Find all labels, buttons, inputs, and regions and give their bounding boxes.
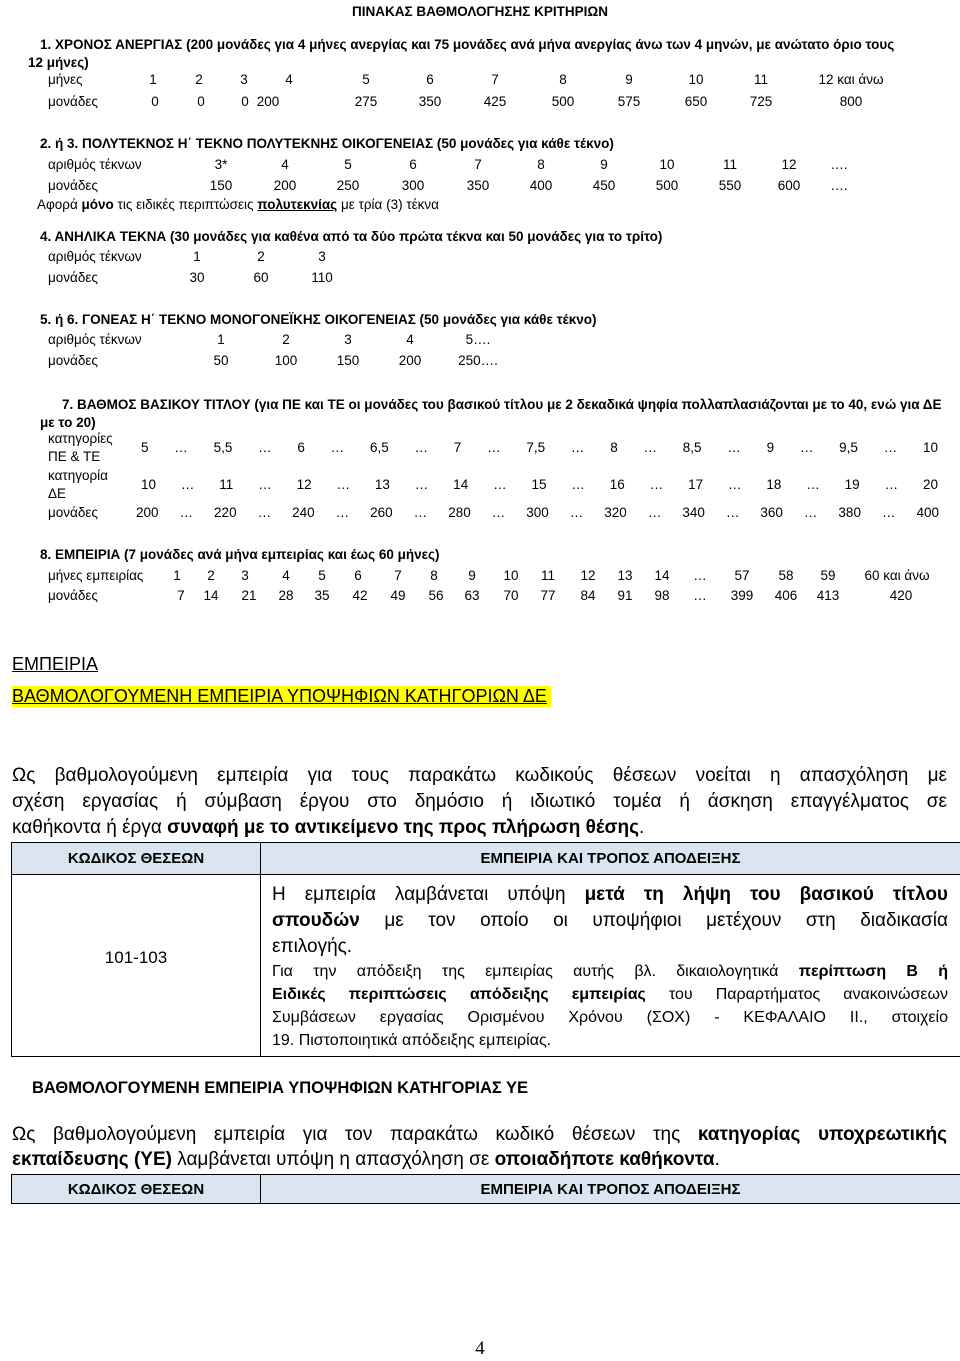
table-cell: 200	[273, 178, 297, 193]
table-cell: 8	[537, 157, 545, 172]
table-cell: 3*	[214, 157, 228, 172]
table-cell: 110	[311, 270, 333, 285]
table-cell: 200	[256, 94, 280, 109]
s7-de-row: 10 … 11 … 12 … 13 … 14 … 15 … 16 … 17 … 18 … 19 … 20	[141, 477, 938, 492]
table-cell: 650	[684, 94, 708, 109]
table-cell: 500	[655, 178, 679, 193]
ye-table-header-experience: ΕΜΠΕΙΡΙΑ ΚΑΙ ΤΡΟΠΟΣ ΑΠΟΔΕΙΞΗΣ	[260, 1174, 960, 1204]
table-cell: 0	[151, 94, 159, 109]
table-cell: 9	[625, 72, 633, 87]
table-cell: 77	[540, 588, 556, 603]
table-cell: 57	[734, 568, 750, 583]
table-cell: 49	[390, 588, 406, 603]
s7-points-row: 200 … 220 … 240 … 260 … 280 … 300 … 320 … 340 … 360 … 380 … 400	[136, 505, 939, 520]
table-cell: 413	[816, 588, 840, 603]
cell-p2-line1: Για την απόδειξη της εμπειρίας αυτής βλ. δικαιολογητικά περίπτωση Β ή	[272, 963, 949, 980]
cell-line1: Η εμπειρία λαμβάνεται υπόψη μετά τη λήψη του βασικού τίτλου	[272, 884, 948, 905]
table-cell: 0	[241, 94, 249, 109]
table-cell: 28	[278, 588, 294, 603]
table-cell: 58	[778, 568, 794, 583]
table-cell: 4	[285, 72, 293, 87]
table-cell: 200	[398, 353, 422, 368]
table-cell: …	[693, 568, 707, 583]
table-cell: 1	[149, 72, 157, 87]
table-cell: 250….	[458, 353, 498, 368]
s8-heading: 8. ΕΜΠΕΙΡΙΑ (7 μονάδες ανά μήνα εμπειρίας και έως 60 μήνες)	[40, 547, 440, 562]
table-cell: 2	[195, 72, 203, 87]
s7-pe-te-row: 5 … 5,5 … 6 … 6,5 … 7 … 7,5 … 8 … 8,5 … 9 … 9,5 … 10	[141, 440, 938, 455]
table-cell: 56	[428, 588, 444, 603]
table-cell: 350	[466, 178, 490, 193]
table-cell: 10	[659, 157, 675, 172]
cell-line2: σπουδών με τον οποίο οι υποψήφιοι μετέχουν στη διαδικασία	[272, 910, 948, 931]
experience-subtitle: ΒΑΘΜΟΛΟΓΟΥΜΕΝΗ ΕΜΠΕΙΡΙΑ ΥΠΟΨΗΦΙΩΝ ΚΑΤΗΓΟΡΙΩΝ ΔΕ	[12, 686, 551, 707]
table-cell: 35	[314, 588, 330, 603]
table-cell: 12	[781, 157, 797, 172]
table-cell: 399	[730, 588, 754, 603]
table-cell: ….	[830, 157, 848, 172]
table-cell: 5	[344, 157, 352, 172]
table-cell: ….	[830, 178, 848, 193]
table-cell: 9	[468, 568, 476, 583]
table-cell: 7	[394, 568, 402, 583]
table-cell: 42	[352, 588, 368, 603]
s5-row2-label: μονάδες	[48, 353, 98, 368]
ye-para-line2: εκπαίδευσης (ΥΕ) λαμβάνεται υπόψη η απασχόληση σε οποιαδήποτε καθήκοντα.	[12, 1149, 720, 1170]
table-cell: 575	[617, 94, 641, 109]
table-cell: 100	[274, 353, 298, 368]
table-cell: 500	[551, 94, 575, 109]
table-cell: 4	[406, 332, 414, 347]
table-cell: 150	[336, 353, 360, 368]
table-cell: 14	[203, 588, 219, 603]
s2-row1-label: αριθμός τέκνων	[48, 157, 142, 172]
table-cell: 550	[718, 178, 742, 193]
table-cell: 84	[580, 588, 596, 603]
s8-row2-label: μονάδες	[48, 588, 98, 603]
table-cell: 11	[540, 568, 555, 583]
table-cell: 4	[282, 568, 290, 583]
table-cell: 60	[253, 270, 269, 285]
table-cell: 0	[197, 94, 205, 109]
s1-row1-label: μήνες	[48, 72, 83, 87]
table-cell: 5	[362, 72, 370, 87]
table-cell: 6	[409, 157, 417, 172]
experience-para-line1: Ως βαθμολογούμενη εμπειρία για τους παρακάτω κωδικούς θέσεων νοείται η απασχόληση με	[12, 765, 947, 786]
s4-heading: 4. ΑΝΗΛΙΚΑ ΤΕΚΝΑ (30 μονάδες για καθένα από τα δύο πρώτα τέκνα και 50 μονάδες για το τρίτο)	[40, 229, 663, 244]
table-cell: 59	[820, 568, 836, 583]
s7-row2-label-b: ΔΕ	[48, 486, 67, 501]
table-cell: 6	[426, 72, 434, 87]
s5-row1-label: αριθμός τέκνων	[48, 332, 142, 347]
table-cell: 12 και άνω	[818, 72, 884, 87]
table-cell: 406	[774, 588, 798, 603]
table-cell: 3	[344, 332, 352, 347]
s7-heading-line2: με το 20)	[40, 415, 96, 430]
table-cell: 425	[483, 94, 507, 109]
table-cell: 350	[418, 94, 442, 109]
table-cell: 91	[617, 588, 633, 603]
s2-heading: 2. ή 3. ΠΟΛΥΤΕΚΝΟΣ Η΄ ΤΕΚΝΟ ΠΟΛΥΤΕΚΝΗΣ ΟΙΚΟΓΕΝΕΙΑΣ (50 μονάδες για κάθε τέκνο)	[40, 136, 614, 151]
table-cell: 4	[281, 157, 289, 172]
table-cell: 8	[559, 72, 567, 87]
table-cell: 420	[889, 588, 913, 603]
table-cell: 8	[430, 568, 438, 583]
s4-row2-label: μονάδες	[48, 270, 98, 285]
table-cell: 50	[213, 353, 229, 368]
s2-row2-label: μονάδες	[48, 178, 98, 193]
table-cell: 11	[753, 72, 768, 87]
table-cell: 400	[529, 178, 553, 193]
table-cell: 300	[401, 178, 425, 193]
table-cell: 150	[209, 178, 233, 193]
table-cell-code	[11, 874, 261, 1057]
s7-row3-label: μονάδες	[48, 505, 98, 520]
table-cell: 70	[503, 588, 519, 603]
table-cell: 2	[207, 568, 215, 583]
table-cell: 3	[318, 249, 326, 264]
table-cell: 250	[336, 178, 360, 193]
table-cell: 6	[354, 568, 362, 583]
table-cell: 10	[503, 568, 519, 583]
s5-heading: 5. ή 6. ΓΟΝΕΑΣ Η΄ ΤΕΚΝΟ ΜΟΝΟΓΟΝΕΪΚΗΣ ΟΙΚΟΓΕΝΕΙΑΣ (50 μονάδες για κάθε τέκνο)	[40, 312, 597, 327]
table-cell: 7	[474, 157, 482, 172]
table-cell: 9	[600, 157, 608, 172]
table-cell-experience	[260, 874, 960, 1057]
table-cell: 12	[580, 568, 596, 583]
table-cell: 63	[464, 588, 480, 603]
cell-p2-line2: Ειδικές περιπτώσεις απόδειξης εμπειρίας του Παραρτήματος ανακοινώσεων	[272, 986, 948, 1003]
table-cell: 725	[749, 94, 773, 109]
experience-para-line3: καθήκοντα ή έργα συναφή με το αντικείμενο της προς πλήρωση θέσης.	[12, 817, 645, 838]
table-cell: 275	[354, 94, 378, 109]
s7-row2-label-a: κατηγορία	[48, 468, 108, 483]
s7-row1-label-a: κατηγορίες	[48, 431, 113, 446]
table-header-code: ΚΩΔΙΚΟΣ ΘΕΣΕΩΝ	[11, 842, 261, 875]
table-cell: 600	[777, 178, 801, 193]
table-cell: 10	[688, 72, 704, 87]
table-cell: 800	[839, 94, 863, 109]
s7-heading-line1: 7. ΒΑΘΜΟΣ ΒΑΣΙΚΟΥ ΤΙΤΛΟΥ (για ΠΕ και ΤΕ οι μονάδες του βασικού τίτλου με 2 δεκαδικά ψηφία πολλαπλασιάζονται με το 40, ενώ για ΔΕ	[62, 397, 942, 412]
table-cell: 7	[491, 72, 499, 87]
table-header-experience: ΕΜΠΕΙΡΙΑ ΚΑΙ ΤΡΟΠΟΣ ΑΠΟΔΕΙΞΗΣ	[260, 842, 960, 875]
table-cell: 1	[193, 249, 201, 264]
cell-p2-line4: 19. Πιστοποιητικά απόδειξης εμπειρίας.	[272, 1032, 552, 1049]
table-cell: 14	[654, 568, 670, 583]
table-cell: 13	[617, 568, 633, 583]
experience-para-line2: σχέση εργασίας ή σύμβαση έργου στο δημόσιο ή ιδιωτικό τομέα ή άσκηση επαγγέλματος σε	[12, 791, 947, 812]
table-cell: 30	[189, 270, 205, 285]
ye-para-line1: Ως βαθμολογούμενη εμπειρία για τον παρακάτω κωδικό θέσεων της κατηγορίας υποχρεωτικής	[12, 1124, 948, 1145]
s1-row2-label: μονάδες	[48, 94, 98, 109]
table-cell: 1	[173, 568, 181, 583]
table-cell: 5….	[465, 332, 491, 347]
cell-line3: επιλογής.	[272, 936, 353, 957]
table-cell: 1	[217, 332, 225, 347]
table-cell: 5	[318, 568, 326, 583]
table-cell: 7	[177, 588, 185, 603]
s2-note: Αφορά μόνο τις ειδικές περιπτώσεις πολυτεκνίας με τρία (3) τέκνα	[37, 197, 439, 212]
s4-row1-label: αριθμός τέκνων	[48, 249, 142, 264]
s1-heading-line1: 1. ΧΡΟΝΟΣ ΑΝΕΡΓΙΑΣ (200 μονάδες για 4 μήνες ανεργίας και 75 μονάδες ανά μήνα ανεργίας άνω των 4 μηνών, με ανώτατο όριο τους	[40, 37, 895, 52]
position-code: 101-103	[104, 948, 168, 967]
s8-row1-label: μήνες εμπειρίας	[48, 568, 144, 583]
s7-row1-label-b: ΠΕ & ΤΕ	[48, 449, 101, 464]
experience-title: ΕΜΠΕΙΡΙΑ	[12, 654, 99, 674]
page-number: 4	[475, 1338, 485, 1359]
table-cell: …	[693, 588, 707, 603]
table-cell: 98	[654, 588, 670, 603]
table-cell: 2	[282, 332, 290, 347]
table-cell: 3	[241, 568, 249, 583]
ye-title: ΒΑΘΜΟΛΟΓΟΥΜΕΝΗ ΕΜΠΕΙΡΙΑ ΥΠΟΨΗΦΙΩΝ ΚΑΤΗΓΟΡΙΑΣ ΥΕ	[32, 1079, 529, 1097]
s1-heading-line2: 12 μήνες)	[28, 55, 89, 70]
table-cell: 450	[592, 178, 616, 193]
table-cell: 3	[240, 72, 248, 87]
page-title: ΠΙΝΑΚΑΣ ΒΑΘΜΟΛΟΓΗΣΗΣ ΚΡΙΤΗΡΙΩΝ	[352, 4, 608, 19]
table-cell: 60 και άνω	[864, 568, 930, 583]
table-cell: 2	[257, 249, 265, 264]
table-cell: 11	[722, 157, 737, 172]
cell-p2-line3: Συμβάσεων εργασίας Ορισμένου Χρόνου (ΣΟΧ) - ΚΕΦΑΛΑΙΟ ΙΙ., στοιχείο	[272, 1009, 948, 1026]
ye-table-header-code: ΚΩΔΙΚΟΣ ΘΕΣΕΩΝ	[11, 1174, 261, 1204]
table-cell: 21	[241, 588, 257, 603]
